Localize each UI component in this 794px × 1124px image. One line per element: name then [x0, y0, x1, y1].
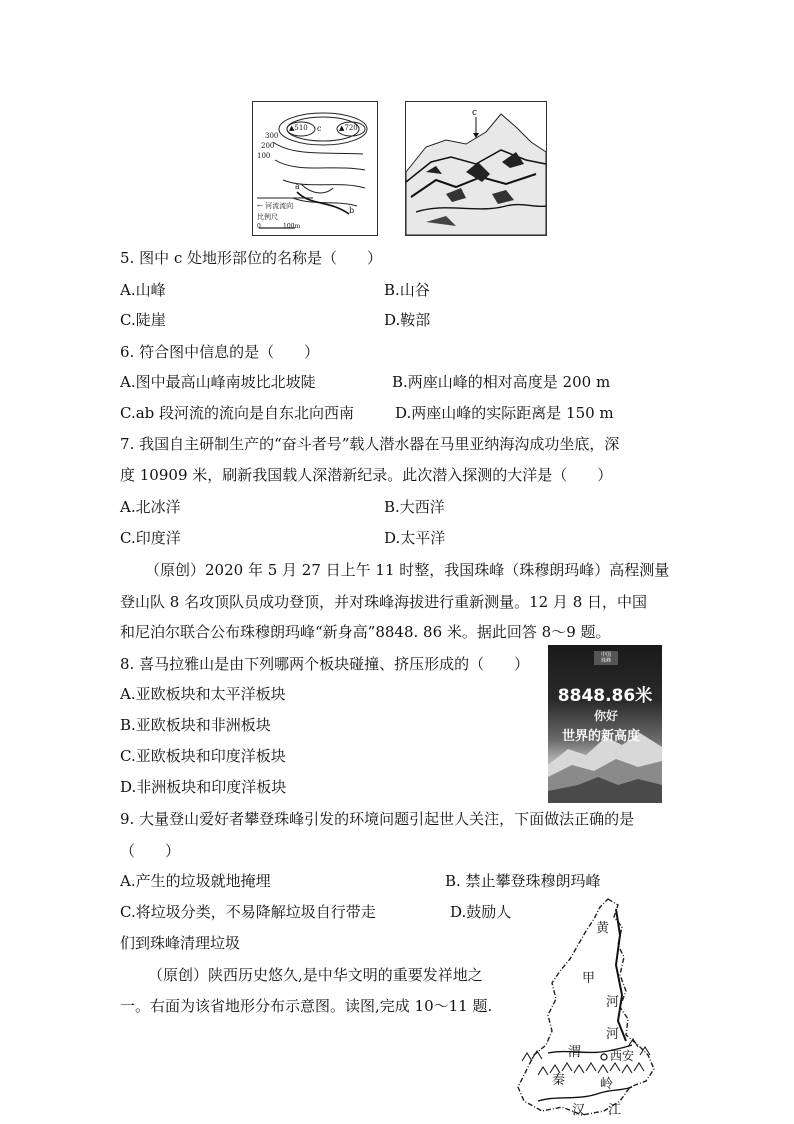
map-label-wei: 渭 — [568, 1045, 582, 1060]
contour-scale-0: 0 — [257, 223, 261, 230]
q7-stem-line2: 度 10909 米，刷新我国载人深潜新纪录。此次潜入探测的大洋是（ ） — [120, 466, 613, 484]
map-label-qin: 秦 — [552, 1073, 566, 1088]
q9-stem-line1: 9. 大量登山爱好者攀登珠峰引发的环境问题引起世人关注，下面做法正确的是 — [120, 810, 635, 828]
map-label-he2: 河 — [606, 1027, 620, 1042]
map-label-ling: 岭 — [600, 1077, 614, 1092]
q8-option-a[interactable]: A.亚欧板块和太平洋板块 — [120, 685, 286, 703]
q7-option-d[interactable]: D.太平洋 — [384, 529, 446, 547]
q6-option-c[interactable]: C.ab 段河流的流向是自东北向西南 — [120, 404, 355, 422]
q8-stem: 8. 喜马拉雅山是由下列哪两个板块碰撞、挤压形成的（ ） — [120, 655, 530, 673]
intro-8-9-line3: 和尼泊尔联合公布珠穆朗玛峰“新身高”8848. 86 米。据此回答 8～9 题。 — [120, 623, 611, 641]
contour-scale-100m: 100m — [283, 223, 301, 230]
everest-poster — [548, 645, 662, 803]
q9-option-d-part1[interactable]: D.鼓励人 — [450, 903, 512, 921]
q9-stem-line2: （ ） — [120, 842, 181, 860]
q5-stem: 5. 图中 c 处地形部位的名称是（ ） — [120, 249, 383, 267]
q7-option-c[interactable]: C.印度洋 — [120, 529, 181, 547]
contour-label-200: 200 — [261, 142, 275, 150]
intro-8-9-line1: （原创）2020 年 5 月 27 日上午 11 时整，我国珠峰（珠穆朗玛峰）高程测量 — [145, 561, 670, 579]
q8-option-b[interactable]: B.亚欧板块和非洲板块 — [120, 716, 271, 734]
mountain-sketch — [406, 102, 546, 235]
q8-option-c[interactable]: C.亚欧板块和印度洋板块 — [120, 747, 286, 765]
q6-option-b[interactable]: B.两座山峰的相对高度是 200 m — [392, 373, 611, 391]
terrain-sketch-figure — [405, 101, 547, 236]
q9-option-c[interactable]: C.将垃圾分类，不易降解垃圾自行带走 — [120, 903, 376, 921]
contour-peak-510: ▲510 — [289, 124, 308, 132]
q5-option-d[interactable]: D.鞍部 — [384, 311, 431, 329]
intro-10-11-line2: 一。右面为该省地形分布示意图。读图,完成 10～11 题. — [120, 997, 493, 1015]
intro-8-9-line2: 登山队 8 名攻顶队员成功登顶，并对珠峰海拔进行重新测量。12 月 8 日，中国 — [120, 593, 648, 611]
q9-option-d-part2[interactable]: 们到珠峰清理垃圾 — [120, 934, 241, 952]
q5-option-a[interactable]: A.山峰 — [120, 281, 166, 299]
map-label-jiang: 江 — [608, 1103, 622, 1118]
contour-label-100: 100 — [257, 152, 271, 160]
q7-option-b[interactable]: B.大西洋 — [384, 498, 445, 516]
map-label-jia: 甲 — [582, 971, 596, 986]
q5-option-b[interactable]: B.山谷 — [384, 281, 430, 299]
map-label-xian: 西安 — [610, 1049, 635, 1063]
poster-height: 8848.86米 — [557, 686, 653, 706]
contour-peak-720: ▲720 — [339, 124, 358, 132]
contour-label-a: a — [295, 182, 300, 191]
q7-stem-line1: 7. 我国自主研制生产的“奋斗者号”载人潜水器在马里亚纳海沟成功坐底，深 — [120, 435, 620, 453]
poster-small-text: 中国 珠峰 — [594, 651, 618, 665]
contour-map-figure — [252, 101, 378, 236]
q5-option-c[interactable]: C.陡崖 — [120, 311, 166, 329]
shaanxi-map — [508, 895, 668, 1120]
poster-slogan: 世界的新高度 — [562, 729, 641, 744]
contour-legend-river: ← 河流流向 — [257, 202, 294, 210]
shaanxi-outline — [508, 895, 668, 1120]
sketch-label-c: c — [472, 108, 478, 118]
q9-option-b[interactable]: B. 禁止攀登珠穆朗玛峰 — [445, 872, 601, 890]
map-label-he1: 河 — [606, 995, 620, 1010]
map-label-huang: 黄 — [596, 921, 610, 936]
contour-label-b: b — [349, 206, 355, 215]
intro-10-11-line1: （原创）陕西历史悠久,是中华文明的重要发祥地之 — [148, 966, 483, 984]
q8-option-d[interactable]: D.非洲板块和印度洋板块 — [120, 778, 287, 796]
q6-option-a[interactable]: A.图中最高山峰南坡比北坡陡 — [120, 373, 316, 391]
poster-mountain — [548, 645, 662, 803]
q9-option-a[interactable]: A.产生的垃圾就地掩埋 — [120, 872, 271, 890]
contour-label-300: 300 — [265, 132, 279, 140]
q6-option-d[interactable]: D.两座山峰的实际距离是 150 m — [395, 404, 614, 422]
q7-option-a[interactable]: A.北冰洋 — [120, 498, 181, 516]
map-label-han: 汉 — [572, 1103, 586, 1118]
contour-legend-scale: 比例尺 — [257, 213, 278, 221]
contour-label-c: c — [317, 124, 322, 133]
poster-greeting: 你好 — [594, 709, 619, 723]
q6-stem: 6. 符合图中信息的是（ ） — [120, 343, 320, 361]
